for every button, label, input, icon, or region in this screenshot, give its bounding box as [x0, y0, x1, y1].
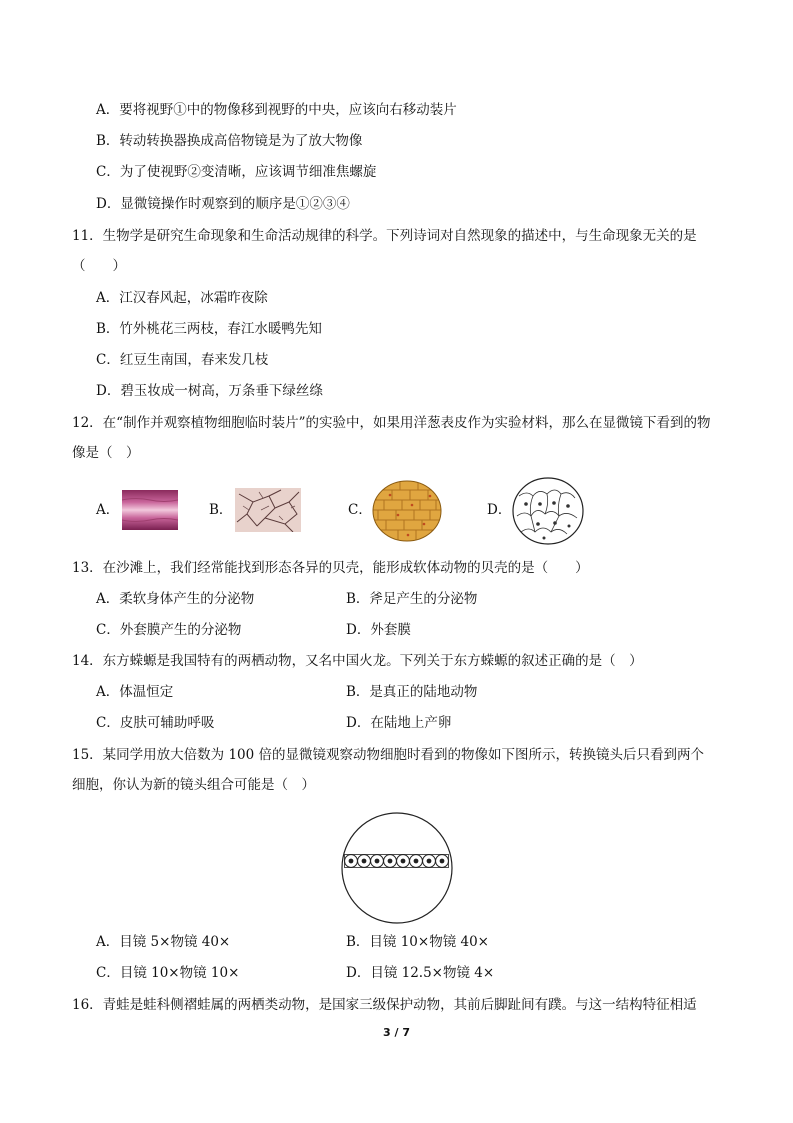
q12-option-c-label: C． [348, 502, 372, 518]
q14-option-d: D．在陆地上产卵 [346, 715, 452, 731]
q10-option-d: D．显微镜操作时观察到的顺序是①②③④ [96, 196, 350, 212]
q11-option-d: D．碧玉妆成一树高，万条垂下绿丝绦 [96, 383, 323, 399]
q12-stem-line1: 12．在“制作并观察植物细胞临时装片”的实验中，如果用洋葱表皮作为实验材料，那么在显微镜下看到的物 [72, 415, 711, 431]
q13-option-d: D．外套膜 [346, 622, 411, 638]
q12-option-b-image [235, 488, 301, 532]
q14-option-a: A．体温恒定 [96, 684, 174, 700]
q10-option-b: B．转动转换器换成高倍物镜是为了放大物像 [96, 133, 363, 149]
q15-option-d: D．目镜 12.5×物镜 4× [346, 965, 495, 981]
q12-option-b-label: B． [209, 502, 233, 518]
q14-stem: 14．东方蝾螈是我国特有的两栖动物，又名中国火龙。下列关于东方蝾螈的叙述正确的是（ ） [72, 653, 643, 669]
q11-stem-line1: 11．生物学是研究生命现象和生命活动规律的科学。下列诗词对自然现象的描述中，与生命现象无关的是 [72, 228, 697, 244]
q13-option-c: C．外套膜产生的分泌物 [96, 622, 242, 638]
q15-option-b: B．目镜 10×物镜 40× [346, 934, 489, 950]
q15-option-a: A．目镜 5×物镜 40× [96, 934, 231, 950]
q13-option-a: A．柔软身体产生的分泌物 [96, 591, 255, 607]
q13-option-b: B．斧足产生的分泌物 [346, 591, 478, 607]
q12-stem-line2: 像是（ ） [72, 445, 140, 461]
q11-option-b: B．竹外桃花三两枝，春江水暖鸭先知 [96, 321, 322, 337]
page-number: 3 / 7 [383, 1026, 410, 1039]
q10-option-a: A．要将视野①中的物像移到视野的中央，应该向右移动装片 [96, 102, 457, 118]
q14-option-c: C．皮肤可辅助呼吸 [96, 715, 215, 731]
field-of-view-circle [342, 813, 452, 923]
q12-option-d-image [511, 476, 585, 546]
q11-option-a: A．江汉春风起，冰霜昨夜除 [96, 290, 268, 306]
q11-option-c: C．红豆生南国，春来发几枝 [96, 352, 269, 368]
q15-stem-line2: 细胞，你认为新的镜头组合可能是（ ） [72, 777, 315, 793]
q12-option-c-image [372, 480, 442, 542]
q13-stem: 13．在沙滩上，我们经常能找到形态各异的贝壳，能形成软体动物的贝壳的是（ ） [72, 560, 589, 576]
q12-option-a-label: A． [96, 502, 120, 518]
q15-microscope-field [338, 811, 456, 925]
q10-option-c: C．为了使视野②变清晰，应该调节细准焦螺旋 [96, 164, 377, 180]
q15-option-c: C．目镜 10×物镜 10× [96, 965, 240, 981]
q15-stem-line1: 15．某同学用放大倍数为 100 倍的显微镜观察动物细胞时看到的物像如下图所示，转换镜头后只看到两个 [72, 747, 705, 763]
q11-stem-line2: （ ） [72, 258, 126, 274]
q16-stem-line1: 16．青蛙是蛙科侧褶蛙属的两栖类动物，是国家三级保护动物，其前后脚趾间有蹼。与这一结构特征相适 [72, 997, 697, 1013]
q14-option-b: B．是真正的陆地动物 [346, 684, 478, 700]
q12-option-d-label: D． [487, 502, 512, 518]
q12-option-a-image [122, 490, 178, 530]
